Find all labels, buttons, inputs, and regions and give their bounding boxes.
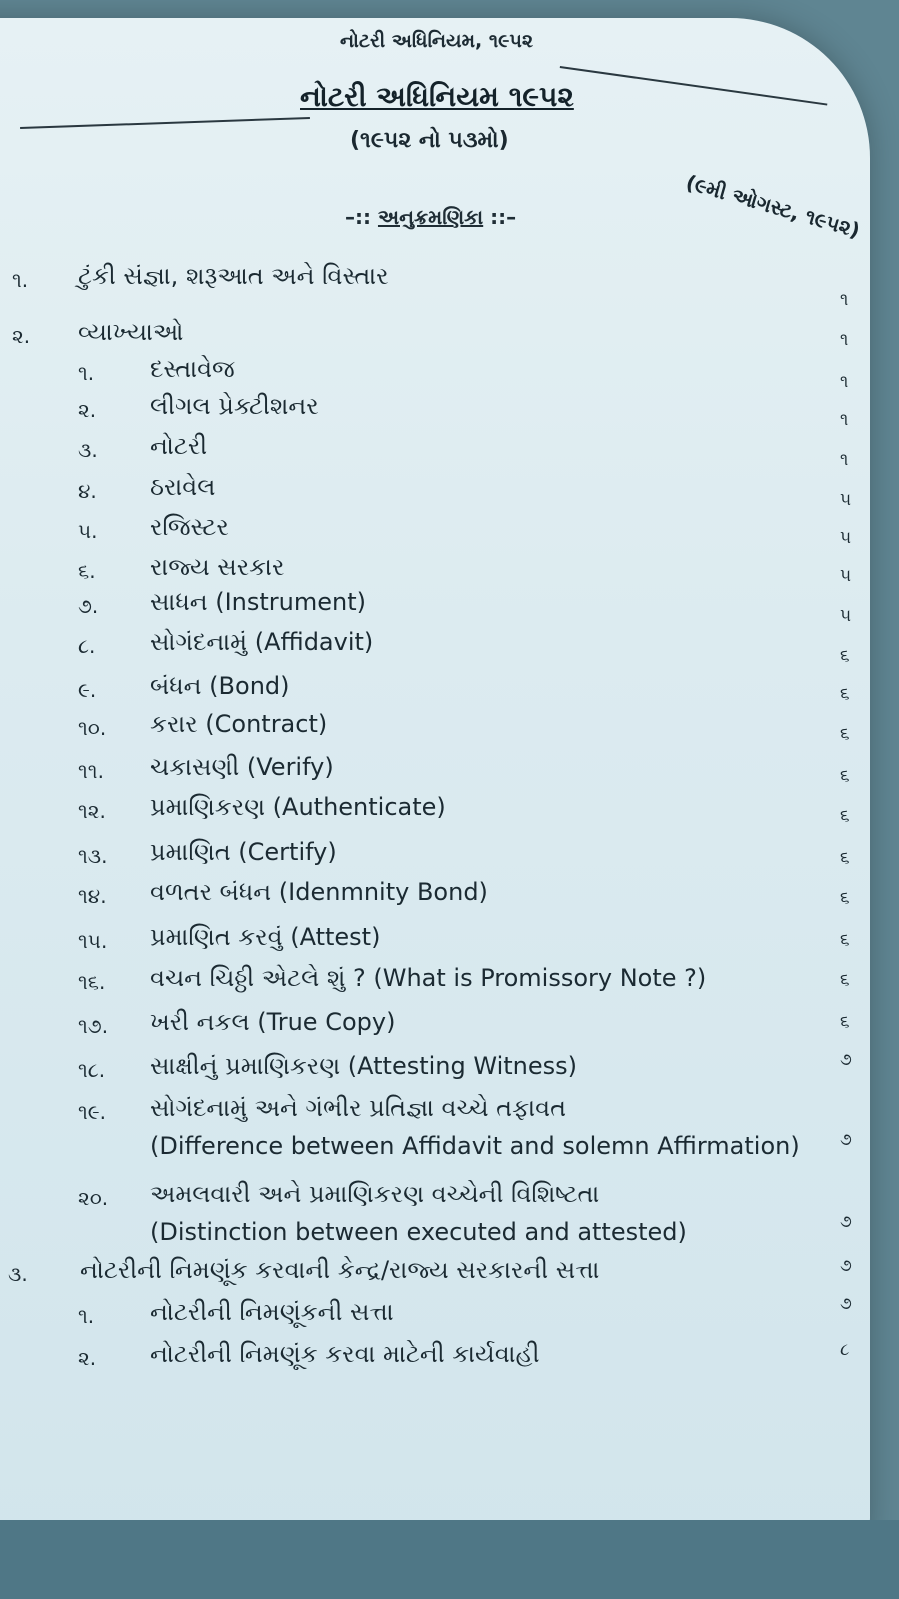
entry-page-number: ૬ <box>840 684 850 704</box>
entry-number: ૫. <box>78 519 98 543</box>
entry-page-number: ૧ <box>840 330 849 350</box>
entry-page-number: ૮ <box>840 1340 850 1360</box>
entry-title: વચન ચિઠ્ઠી એટલે શું ? (What is Promissory Note ?) <box>150 964 707 992</box>
entry-number: ૭. <box>78 594 99 618</box>
entry-title: સોગંદનામું (Affidavit) <box>150 628 374 656</box>
entry-number: ૧૪. <box>78 884 107 908</box>
entry-title: પ્રમાણિત (Certify) <box>150 838 337 866</box>
entry-title: સાધન (Instrument) <box>150 588 367 616</box>
entry-page-number: ૧ <box>840 372 849 392</box>
entry-title: નોટરી <box>150 432 208 460</box>
entry-title: ખરી નકલ (True Copy) <box>150 1008 396 1036</box>
entry-page-number: ૬ <box>840 646 850 666</box>
entry-number: ૧૯. <box>78 1100 106 1124</box>
entry-number: ૨૦. <box>78 1186 109 1210</box>
entry-number: ૨. <box>78 398 97 422</box>
entry-page-number: ૧ <box>840 450 849 470</box>
entry-title: નોટરીની નિમણૂંક કરવા માટેની કાર્યવાહી <box>150 1340 540 1368</box>
running-header: નોટરી અધિનિયમ, ૧૯૫૨ <box>340 30 534 52</box>
entry-number: ૧૮. <box>78 1058 106 1082</box>
entry-number: ૨. <box>78 1346 97 1370</box>
entry-title: પ્રમાણિત કરવું (Attest) <box>150 923 381 951</box>
entry-page-number: ૬ <box>840 848 850 868</box>
entry-title: વ્યાખ્યાઓ <box>78 318 184 346</box>
entry-page-number: ૫ <box>840 528 852 548</box>
entry-title: સોગંદનામું અને ગંભીર પ્રતિજ્ઞા વચ્ચે તફાવત <box>150 1094 566 1122</box>
entry-page-number: ૬ <box>840 970 850 990</box>
entry-page-number: ૬ <box>840 766 850 786</box>
entry-title: વળતર બંધન (Idenmnity Bond) <box>150 878 488 906</box>
entry-page-number: ૫ <box>840 606 852 626</box>
entry-page-number: ૫ <box>840 566 852 586</box>
entry-number: ૩. <box>8 1262 28 1286</box>
page-subtitle: (૧૯૫૨ નો ૫૩મો) <box>350 128 509 153</box>
entry-page-number: ૧ <box>840 290 849 310</box>
entry-title: ચકાસણી (Verify) <box>150 753 334 781</box>
entry-title-english: (Distinction between executed and attested) <box>150 1218 687 1246</box>
entry-title: દસ્તાવેજ <box>150 355 235 383</box>
book-page <box>0 18 870 1558</box>
entry-number: ૧૦. <box>78 716 107 740</box>
entry-title: ઠરાવેલ <box>150 473 216 501</box>
date-note: (૯મી ઓગસ્ટ, ૧૯૫૨) <box>683 170 863 243</box>
entry-page-number: ૧ <box>840 410 849 430</box>
entry-page-number: ૭ <box>840 1130 852 1150</box>
entry-number: ૧૫. <box>78 929 108 953</box>
entry-title-english: (Difference between Affidavit and solemn Affirmation) <box>150 1132 800 1160</box>
entry-number: ૨. <box>12 324 31 348</box>
entry-page-number: ૭ <box>840 1212 852 1232</box>
entry-number: ૧૭. <box>78 1014 109 1038</box>
entry-number: ૧૬. <box>78 970 106 994</box>
entry-page-number: ૬ <box>840 1012 850 1032</box>
page-title: નોટરી અધિનિયમ ૧૯૫૨ <box>300 80 574 113</box>
table-surface <box>0 1520 899 1599</box>
entry-title: ટુંકી સંજ્ઞા, શરૂઆત અને વિસ્તાર <box>78 262 389 290</box>
entry-number: ૧૩. <box>78 844 108 868</box>
entry-number: ૬. <box>78 559 96 583</box>
entry-page-number: ૭ <box>840 1294 852 1314</box>
entry-page-number: ૬ <box>840 930 850 950</box>
entry-page-number: ૭ <box>840 1256 852 1276</box>
entry-title: અમલવારી અને પ્રમાણિકરણ વચ્ચેની વિશિષ્ટતા <box>150 1180 600 1208</box>
entry-number: ૯. <box>78 678 97 702</box>
entry-title: રજિસ્ટર <box>150 513 229 541</box>
entry-page-number: ૭ <box>840 1050 852 1070</box>
index-heading: –:: અનુક્રમણિકા ::– <box>345 205 517 229</box>
entry-page-number: ૬ <box>840 888 850 908</box>
entry-title: નોટરીની નિમણૂંકની સત્તા <box>150 1298 394 1326</box>
entry-number: ૮. <box>78 634 96 658</box>
entry-title: પ્રમાણિકરણ (Authenticate) <box>150 793 446 821</box>
entry-number: ૪. <box>78 479 97 503</box>
entry-title: રાજ્ય સરકાર <box>150 553 285 581</box>
entry-title: લીગલ પ્રેક્ટીશનર <box>150 392 319 420</box>
entry-number: ૩. <box>78 438 98 462</box>
entry-number: ૧૧. <box>78 759 104 783</box>
entry-number: ૧૨. <box>78 799 106 823</box>
entry-number: ૧. <box>12 268 29 292</box>
entry-title: નોટરીની નિમણૂંક કરવાની કેન્દ્ર/રાજ્ય સરકારની સત્તા <box>80 1256 600 1284</box>
entry-page-number: ૫ <box>840 490 852 510</box>
entry-number: ૧. <box>78 1304 95 1328</box>
entry-number: ૧. <box>78 361 95 385</box>
entry-title: કરાર (Contract) <box>150 710 328 738</box>
entry-title: સાક્ષીનું પ્રમાણિકરણ (Attesting Witness) <box>150 1052 578 1080</box>
entry-title: બંધન (Bond) <box>150 672 290 700</box>
entry-page-number: ૬ <box>840 806 850 826</box>
entry-page-number: ૬ <box>840 724 850 744</box>
